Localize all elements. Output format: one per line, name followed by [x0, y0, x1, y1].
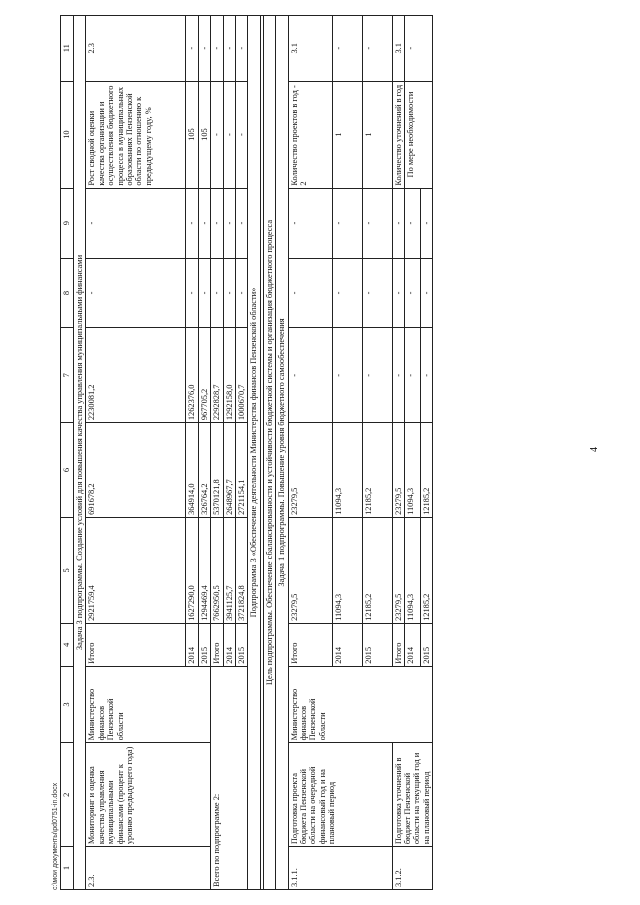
other-sources: - [405, 188, 421, 258]
other-sources: - [392, 188, 404, 258]
task1-title: Задача 1 подпрограммы. Повышение уровня бюджетного самообеспечения [276, 16, 288, 890]
total-sum: 1294469,4 [198, 517, 210, 623]
year: 2015 [236, 623, 248, 666]
regional-budget: 326764,2 [198, 423, 210, 518]
other-sources: - [236, 188, 248, 258]
total-sum: 3721824,8 [236, 517, 248, 623]
regional-budget: 5370121,8 [211, 423, 223, 518]
federal-budget: - [392, 328, 404, 423]
regional-budget: 2721154,1 [236, 423, 248, 518]
total-sum: 3941125,7 [223, 517, 235, 623]
local-budget: - [392, 258, 404, 328]
other-sources: - [420, 188, 432, 258]
indicator-value: По мере необходимости [405, 81, 433, 188]
task3-title: Задача 3 подпрограммы. Создание условий для повышения качества управления муниципальными финансами [74, 16, 86, 890]
table-row [392, 16, 404, 890]
total-sum: 7662950,5 [211, 517, 223, 623]
year: 2014 [332, 623, 362, 666]
col-9: 9 [61, 188, 74, 258]
indicator-value: 105 [186, 81, 198, 188]
file-path: c:\мои документы\pd0751-in.docx [52, 782, 59, 890]
goal-ref: - [362, 16, 392, 82]
federal-budget: 2292828,7 [211, 328, 223, 423]
executor: Министерство финансов Пензенской области [86, 666, 211, 743]
col-4: 4 [61, 623, 74, 666]
table-row [86, 16, 186, 890]
table-row [288, 16, 332, 890]
year: 2014 [405, 623, 421, 666]
subprogram-3-goal: Цель подпрограммы. Обеспечение сбалансированности и устойчивости бюджетной системы и организация бюджетного процесса [263, 16, 275, 890]
indicator-value: - [211, 81, 223, 188]
total-sum: 23279,5 [288, 517, 332, 623]
indicator-value: - [223, 81, 235, 188]
local-budget: - [198, 258, 210, 328]
other-sources: - [223, 188, 235, 258]
year: 2014 [186, 623, 198, 666]
local-budget: - [211, 258, 223, 328]
period: Итого [86, 623, 186, 666]
goal-ref: - [405, 16, 433, 82]
regional-budget: 2648967,7 [223, 423, 235, 518]
local-budget: - [332, 258, 362, 328]
federal-budget: - [405, 328, 421, 423]
goal-ref: 2.3 [86, 16, 186, 82]
regional-budget: 364914,0 [186, 423, 198, 518]
indicator: Рост сводной оценки качества организации и осуществления бюджетного процесса в муниципальных образованиях Пензенской области по отношению к предыдущему году, % [86, 81, 186, 188]
local-budget: - [236, 258, 248, 328]
year: 2014 [223, 623, 235, 666]
indicator: Количество проектов в год - 2 [288, 81, 332, 188]
federal-budget: 1262376,0 [186, 328, 198, 423]
row-number: 2.3. [86, 847, 211, 890]
goal-ref: - [236, 16, 248, 82]
event-name: Подготовка проекта бюджета Пензенской области на очередной финансовый год и на плановый период [288, 743, 392, 847]
total-sum: 12185,2 [420, 517, 432, 623]
other-sources: - [211, 188, 223, 258]
year: 2015 [362, 623, 392, 666]
col-6: 6 [61, 423, 74, 518]
goal-ref: - [211, 16, 223, 82]
col-8: 8 [61, 258, 74, 328]
rotated-page [60, 15, 530, 890]
header-row [61, 16, 74, 890]
period: Итого [288, 623, 332, 666]
federal-budget: 967705,2 [198, 328, 210, 423]
federal-budget: - [332, 328, 362, 423]
total-sum: 12185,2 [362, 517, 392, 623]
other-sources: - [186, 188, 198, 258]
subtotal-label: Всего по подпрограмме 2: [211, 666, 248, 889]
regional-budget: 12185,2 [362, 423, 392, 518]
local-budget: - [405, 258, 421, 328]
total-sum: 11094,3 [405, 517, 421, 623]
federal-budget: 1000670,7 [236, 328, 248, 423]
local-budget: - [223, 258, 235, 328]
row-number: 3.1.2. [392, 847, 433, 890]
executor: Министерство финансов Пензенской области [288, 666, 433, 743]
period: Итого [392, 623, 404, 666]
goal-ref: 3.1 [392, 16, 404, 82]
federal-budget: - [420, 328, 432, 423]
total-sum: 2921759,4 [86, 517, 186, 623]
goal-ref: - [186, 16, 198, 82]
goal-ref: - [198, 16, 210, 82]
col-5: 5 [61, 517, 74, 623]
col-10: 10 [61, 81, 74, 188]
indicator-value: 1 [332, 81, 362, 188]
total-sum: 23279,5 [392, 517, 404, 623]
regional-budget: 12185,2 [420, 423, 432, 518]
other-sources: - [332, 188, 362, 258]
goal-ref: - [332, 16, 362, 82]
year: 2015 [198, 623, 210, 666]
subprogram-3-title: Подпрограмма 3 «Обеспечение деятельности Министерства финансов Пензенской области» [248, 16, 260, 890]
col-1: 1 [61, 847, 74, 890]
local-budget: - [362, 258, 392, 328]
regional-budget: 11094,3 [405, 423, 421, 518]
indicator-value: - [236, 81, 248, 188]
total-sum: 11094,3 [332, 517, 362, 623]
event-name: Подготовка уточнений в бюджет Пензенской области на текущий год и на плановый период [392, 743, 433, 847]
regional-budget: 11094,3 [332, 423, 362, 518]
total-sum: 1627290,0 [186, 517, 198, 623]
year: 2015 [420, 623, 432, 666]
other-sources: - [86, 188, 186, 258]
period: Итого [211, 623, 223, 666]
goal-ref: - [223, 16, 235, 82]
local-budget: - [186, 258, 198, 328]
local-budget: - [86, 258, 186, 328]
col-2: 2 [61, 743, 74, 847]
other-sources: - [198, 188, 210, 258]
indicator-value: 1 [362, 81, 392, 188]
local-budget: - [420, 258, 432, 328]
col-11: 11 [61, 16, 74, 82]
federal-budget: - [288, 328, 332, 423]
federal-budget: 2230081,2 [86, 328, 186, 423]
col-3: 3 [61, 666, 74, 743]
indicator: Количество уточнений в год [392, 81, 404, 188]
event-name: Мониторинг и оценка качества управления муниципальными финансами (процент к уровню предыдущего года) [86, 743, 211, 847]
col-7: 7 [61, 328, 74, 423]
indicator-value: 105 [198, 81, 210, 188]
regional-budget: 691678,2 [86, 423, 186, 518]
page-number: 4 [589, 447, 600, 452]
other-sources: - [288, 188, 332, 258]
federal-budget: 1292158,0 [223, 328, 235, 423]
regional-budget: 23279,5 [288, 423, 332, 518]
regional-budget: 23279,5 [392, 423, 404, 518]
row-number: 3.1.1. [288, 847, 392, 890]
federal-budget: - [362, 328, 392, 423]
program-table [60, 15, 433, 890]
goal-ref: 3.1 [288, 16, 332, 82]
local-budget: - [288, 258, 332, 328]
table-row [211, 16, 223, 890]
other-sources: - [362, 188, 392, 258]
